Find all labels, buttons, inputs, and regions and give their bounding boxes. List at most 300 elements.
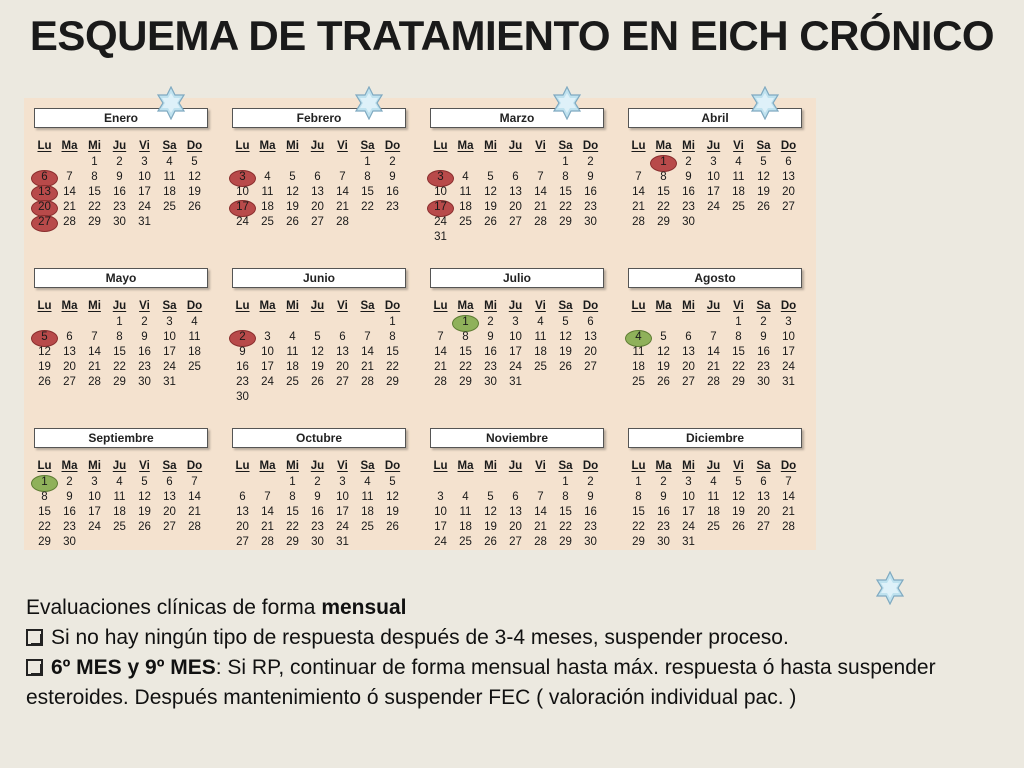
day-cell: 9: [389, 171, 396, 183]
day-cell: 13: [32, 185, 57, 200]
day-cell: 30: [682, 216, 695, 228]
day-cell: 2: [685, 156, 692, 168]
weekday-label: Ju: [112, 460, 127, 472]
day-cell: 13: [682, 346, 695, 358]
day-cell: 20: [509, 201, 522, 213]
day-cell: 4: [626, 330, 651, 345]
day-cell: 27: [682, 376, 695, 388]
day-cell: 30: [113, 216, 126, 228]
day-cell: 21: [63, 201, 76, 213]
day-cell: [726, 215, 751, 230]
day-cell: 6: [512, 491, 519, 503]
day-cell: 21: [632, 201, 645, 213]
star-icon: [748, 86, 782, 120]
day-cell: 7: [537, 171, 544, 183]
week-row: [626, 345, 801, 360]
day-cell: 28: [782, 521, 795, 533]
day-cell: [157, 215, 182, 230]
day-cell: 2: [116, 156, 123, 168]
day-cell: 28: [361, 376, 374, 388]
week-row: [32, 215, 207, 230]
week-row: [32, 375, 207, 390]
day-cell: 25: [113, 521, 126, 533]
day-cell: 21: [336, 201, 349, 213]
day-cell: 12: [484, 506, 497, 518]
day-cell: 5: [32, 330, 57, 345]
day-cell: 25: [286, 376, 299, 388]
month-name: Octubre: [232, 428, 406, 448]
day-cell: 15: [286, 506, 299, 518]
day-cell: 17: [434, 521, 447, 533]
day-cell: 1: [91, 156, 98, 168]
day-cell: 5: [289, 171, 296, 183]
day-cell: 23: [236, 376, 249, 388]
day-cell: 26: [657, 376, 670, 388]
day-cell: 18: [286, 361, 299, 373]
weekday-label: Sa: [756, 460, 771, 472]
weekday-label: Do: [780, 300, 797, 312]
day-cell: 21: [434, 361, 447, 373]
day-cell: 16: [682, 186, 695, 198]
day-cell: 7: [66, 171, 73, 183]
day-cell: 23: [682, 201, 695, 213]
day-cell: 29: [732, 376, 745, 388]
weekday-label: Do: [384, 300, 401, 312]
notes-line-1-bold: mensual: [321, 596, 407, 619]
day-cell: 25: [632, 376, 645, 388]
day-cell: [305, 155, 330, 170]
day-cell: 23: [584, 201, 597, 213]
day-cell: 18: [632, 361, 645, 373]
weekday-label: Mi: [484, 140, 497, 152]
day-cell: 16: [584, 506, 597, 518]
day-cell: 9: [487, 331, 494, 343]
day-cell: 15: [361, 186, 374, 198]
day-cell: 10: [261, 346, 274, 358]
day-cell: 11: [163, 171, 176, 183]
day-cell: 16: [63, 506, 76, 518]
week-row: [32, 505, 207, 520]
day-cell: 2: [587, 156, 594, 168]
notes-bullet-1: [26, 623, 1006, 653]
day-cell: 4: [537, 316, 544, 328]
days-grid: [428, 458, 603, 550]
day-cell: 23: [584, 521, 597, 533]
day-cell: 20: [311, 201, 324, 213]
weekday-label: Sa: [360, 460, 375, 472]
day-cell: 17: [163, 346, 176, 358]
day-cell: 4: [364, 476, 371, 488]
day-cell: 11: [534, 331, 547, 343]
week-row: [230, 490, 405, 505]
day-cell: 21: [361, 361, 374, 373]
weekday-label: Mi: [484, 460, 497, 472]
weekday-label: Sa: [756, 300, 771, 312]
weekday-label: Do: [384, 460, 401, 472]
day-cell: [380, 535, 405, 550]
day-cell: 27: [63, 376, 76, 388]
day-cell: 10: [236, 186, 249, 198]
day-cell: 28: [188, 521, 201, 533]
weekday-label: Sa: [558, 460, 573, 472]
day-cell: [32, 155, 57, 170]
day-cell: 20: [757, 506, 770, 518]
day-cell: 19: [484, 521, 497, 533]
checkbox-bullet-icon: [26, 629, 43, 646]
day-cell: 25: [361, 521, 374, 533]
day-cell: 27: [584, 361, 597, 373]
day-cell: 22: [38, 521, 51, 533]
day-cell: 3: [91, 476, 98, 488]
week-row: [626, 375, 801, 390]
day-cell: 3: [685, 476, 692, 488]
day-cell: 24: [682, 521, 695, 533]
day-cell: [478, 475, 503, 490]
day-cell: 10: [782, 331, 795, 343]
day-cell: 8: [41, 491, 48, 503]
week-row: [428, 215, 603, 230]
day-cell: 24: [88, 521, 101, 533]
day-cell: 31: [138, 216, 151, 228]
day-cell: 3: [339, 476, 346, 488]
day-cell: 25: [459, 216, 472, 228]
days-grid: [230, 138, 405, 230]
day-cell: [478, 230, 503, 245]
day-cell: 25: [534, 361, 547, 373]
weekday-label: Vi: [337, 300, 348, 312]
day-cell: [553, 375, 578, 390]
day-cell: 13: [163, 491, 176, 503]
day-cell: 22: [559, 201, 572, 213]
day-cell: 1: [635, 476, 642, 488]
day-cell: 27: [509, 216, 522, 228]
day-cell: 8: [635, 491, 642, 503]
day-cell: 21: [534, 521, 547, 533]
day-cell: 22: [386, 361, 399, 373]
notes-bullet-1-text: Si no hay ningún tipo de respuesta después de 3-4 meses, suspender proceso.: [51, 626, 789, 649]
weekday-label: Mi: [484, 300, 497, 312]
day-cell: 22: [361, 201, 374, 213]
day-cell: 22: [88, 201, 101, 213]
day-cell: 23: [657, 521, 670, 533]
weekday-label: Lu: [433, 460, 448, 472]
day-cell: 3: [230, 170, 255, 185]
day-cell: 22: [113, 361, 126, 373]
day-cell: 14: [782, 491, 795, 503]
notes-block: [26, 593, 1006, 713]
day-cell: 12: [311, 346, 324, 358]
day-cell: 28: [534, 216, 547, 228]
day-cell: 4: [289, 331, 296, 343]
day-cell: 6: [239, 491, 246, 503]
day-cell: [157, 535, 182, 550]
day-cell: 19: [311, 361, 324, 373]
day-cell: [305, 390, 330, 405]
day-cell: 19: [732, 506, 745, 518]
weekday-label: Ju: [310, 140, 325, 152]
day-cell: 28: [707, 376, 720, 388]
week-row: [626, 330, 801, 345]
weekday-label: Vi: [139, 140, 150, 152]
weekday-label: Lu: [235, 300, 250, 312]
month-name: Julio: [430, 268, 604, 288]
month-enero: [32, 108, 210, 230]
day-cell: 29: [559, 216, 572, 228]
day-cell: 19: [286, 201, 299, 213]
weekday-label: Vi: [733, 300, 744, 312]
day-cell: 29: [459, 376, 472, 388]
day-cell: 20: [336, 361, 349, 373]
day-cell: [503, 475, 528, 490]
day-cell: 9: [239, 346, 246, 358]
week-row: [230, 155, 405, 170]
month-name: Mayo: [34, 268, 208, 288]
star-icon: [154, 86, 188, 120]
day-cell: 3: [166, 316, 173, 328]
day-cell: 6: [587, 316, 594, 328]
day-cell: 24: [707, 201, 720, 213]
day-cell: 11: [632, 346, 645, 358]
day-cell: 31: [782, 376, 795, 388]
day-cell: 21: [534, 201, 547, 213]
day-cell: 11: [459, 506, 472, 518]
day-cell: 15: [657, 186, 670, 198]
day-cell: 4: [462, 171, 469, 183]
weekday-label: Ju: [112, 300, 127, 312]
day-cell: 3: [141, 156, 148, 168]
day-cell: 7: [537, 491, 544, 503]
day-cell: 15: [632, 506, 645, 518]
day-cell: 27: [236, 536, 249, 548]
day-cell: [82, 315, 107, 330]
day-cell: 7: [91, 331, 98, 343]
month-febrero: [230, 108, 408, 230]
day-cell: 22: [657, 201, 670, 213]
day-cell: [528, 475, 553, 490]
day-cell: 27: [757, 521, 770, 533]
weekday-label: Sa: [162, 460, 177, 472]
day-cell: 16: [113, 186, 126, 198]
weekday-label: Mi: [286, 460, 299, 472]
week-row: [428, 200, 603, 215]
week-row: [428, 520, 603, 535]
day-cell: 1: [562, 156, 569, 168]
day-cell: [57, 315, 82, 330]
day-cell: [182, 535, 207, 550]
day-cell: 26: [188, 201, 201, 213]
day-cell: [380, 390, 405, 405]
day-cell: [32, 315, 57, 330]
day-cell: [330, 155, 355, 170]
weekday-label: Do: [186, 300, 203, 312]
day-cell: 22: [732, 361, 745, 373]
day-cell: 26: [757, 201, 770, 213]
day-cell: 8: [289, 491, 296, 503]
weekday-label: Vi: [535, 140, 546, 152]
month-name: Abril: [628, 108, 802, 128]
day-cell: 19: [757, 186, 770, 198]
month-name: Agosto: [628, 268, 802, 288]
day-cell: 28: [63, 216, 76, 228]
week-row: [626, 360, 801, 375]
weekday-label: Ma: [259, 300, 276, 312]
day-cell: 8: [389, 331, 396, 343]
day-cell: 28: [261, 536, 274, 548]
year-calendar: [24, 98, 816, 550]
day-cell: 30: [236, 391, 249, 403]
day-cell: [230, 475, 255, 490]
day-cell: [255, 390, 280, 405]
day-cell: 23: [311, 521, 324, 533]
day-cell: 20: [682, 361, 695, 373]
day-cell: [355, 390, 380, 405]
week-row: [230, 345, 405, 360]
day-cell: 16: [386, 186, 399, 198]
day-cell: 2: [314, 476, 321, 488]
day-cell: 26: [38, 376, 51, 388]
day-cell: 14: [534, 186, 547, 198]
day-cell: 10: [509, 331, 522, 343]
week-row: [230, 390, 405, 405]
weekday-label: Do: [384, 140, 401, 152]
day-cell: 24: [138, 201, 151, 213]
day-cell: 24: [434, 216, 447, 228]
day-cell: 16: [657, 506, 670, 518]
day-cell: [355, 215, 380, 230]
day-cell: 20: [509, 521, 522, 533]
day-cell: 2: [141, 316, 148, 328]
weekday-label: Ma: [457, 140, 474, 152]
weekday-label: Mi: [682, 300, 695, 312]
day-cell: 14: [63, 186, 76, 198]
day-cell: 4: [462, 491, 469, 503]
week-row: [32, 155, 207, 170]
day-cell: 1: [735, 316, 742, 328]
day-cell: 28: [632, 216, 645, 228]
week-row: [230, 520, 405, 535]
week-row: [626, 490, 801, 505]
day-cell: 11: [707, 491, 720, 503]
week-row: [32, 490, 207, 505]
day-cell: 8: [91, 171, 98, 183]
week-row: [428, 315, 603, 330]
day-cell: 31: [336, 536, 349, 548]
day-cell: 13: [336, 346, 349, 358]
weekday-label: Ju: [310, 300, 325, 312]
day-cell: 11: [261, 186, 274, 198]
day-cell: 16: [138, 346, 151, 358]
day-cell: 26: [286, 216, 299, 228]
day-cell: 6: [760, 476, 767, 488]
star-icon: [352, 86, 386, 120]
day-cell: [355, 315, 380, 330]
day-cell: 26: [138, 521, 151, 533]
day-cell: 7: [710, 331, 717, 343]
day-cell: 17: [428, 200, 453, 215]
day-cell: [726, 535, 751, 550]
week-row: [626, 155, 801, 170]
day-cell: 22: [459, 361, 472, 373]
day-cell: 30: [138, 376, 151, 388]
day-cell: 5: [389, 476, 396, 488]
day-cell: 19: [386, 506, 399, 518]
week-row: [626, 505, 801, 520]
day-cell: 24: [782, 361, 795, 373]
day-cell: 25: [163, 201, 176, 213]
weekday-label: Vi: [535, 300, 546, 312]
month-name: Junio: [232, 268, 406, 288]
day-cell: 5: [141, 476, 148, 488]
weekday-label: Lu: [37, 140, 52, 152]
week-row: [428, 535, 603, 550]
day-cell: 6: [314, 171, 321, 183]
weekday-label: Lu: [631, 300, 646, 312]
weekday-label: Ma: [457, 460, 474, 472]
day-cell: 12: [559, 331, 572, 343]
week-row: [230, 535, 405, 550]
day-cell: 24: [509, 361, 522, 373]
weekday-label: Sa: [360, 140, 375, 152]
day-cell: 29: [657, 216, 670, 228]
day-cell: 9: [660, 491, 667, 503]
week-row: [32, 520, 207, 535]
day-cell: 21: [707, 361, 720, 373]
day-cell: 15: [559, 506, 572, 518]
weekday-label: Ma: [655, 140, 672, 152]
day-cell: 30: [311, 536, 324, 548]
day-cell: [453, 475, 478, 490]
day-cell: 5: [760, 156, 767, 168]
day-cell: 9: [685, 171, 692, 183]
day-cell: 20: [163, 506, 176, 518]
day-cell: 20: [32, 200, 57, 215]
week-row: [428, 345, 603, 360]
days-grid: [32, 138, 207, 230]
day-cell: 5: [314, 331, 321, 343]
day-cell: [255, 155, 280, 170]
day-cell: 7: [437, 331, 444, 343]
weekday-label: Lu: [37, 460, 52, 472]
day-cell: 7: [635, 171, 642, 183]
day-cell: 7: [191, 476, 198, 488]
month-junio: [230, 268, 408, 405]
day-cell: 6: [685, 331, 692, 343]
day-cell: 9: [760, 331, 767, 343]
day-cell: 23: [386, 201, 399, 213]
week-row: [230, 330, 405, 345]
day-cell: 24: [336, 521, 349, 533]
day-cell: 15: [386, 346, 399, 358]
day-cell: [751, 215, 776, 230]
day-cell: 2: [389, 156, 396, 168]
day-cell: 2: [487, 316, 494, 328]
week-row: [230, 185, 405, 200]
day-cell: 25: [459, 536, 472, 548]
weekday-label: Sa: [558, 300, 573, 312]
star-icon: [550, 86, 584, 120]
day-cell: 1: [453, 315, 478, 330]
day-cell: 16: [311, 506, 324, 518]
day-cell: [428, 315, 453, 330]
week-row: [428, 330, 603, 345]
weekday-label: Sa: [162, 140, 177, 152]
week-row: [626, 215, 801, 230]
day-cell: 30: [484, 376, 497, 388]
day-cell: 27: [336, 376, 349, 388]
day-cell: 29: [632, 536, 645, 548]
day-cell: [528, 375, 553, 390]
day-cell: 17: [230, 200, 255, 215]
